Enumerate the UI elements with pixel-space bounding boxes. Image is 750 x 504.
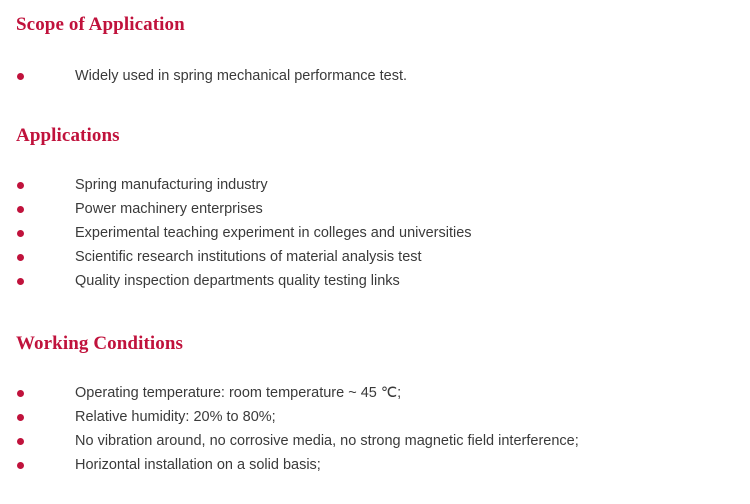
bullet-dot-icon xyxy=(17,414,24,421)
list-item xyxy=(16,221,734,245)
bullet-dot-icon xyxy=(17,462,24,469)
bullet-list xyxy=(16,173,734,293)
list-item xyxy=(16,173,734,197)
list-item-label: Widely used in spring mechanical performance test. xyxy=(75,68,408,84)
list-item xyxy=(16,245,734,269)
list-item xyxy=(16,269,734,293)
list-item-label: Power machinery enterprises xyxy=(75,201,263,217)
bullet-dot-icon xyxy=(17,254,24,261)
bullet-list xyxy=(16,381,734,477)
section-heading: Scope of Application xyxy=(16,14,185,35)
section-scope-of-application xyxy=(16,14,734,88)
section-heading: Applications xyxy=(16,125,120,146)
list-item xyxy=(16,381,734,405)
list-item-label: Spring manufacturing industry xyxy=(75,177,268,193)
list-item xyxy=(16,64,734,88)
bullet-dot-icon xyxy=(17,438,24,445)
section-heading: Working Conditions xyxy=(16,333,184,354)
bullet-dot-icon xyxy=(17,390,24,397)
list-item xyxy=(16,197,734,221)
list-item xyxy=(16,429,734,453)
bullet-dot-icon xyxy=(17,278,24,285)
bullet-dot-icon xyxy=(17,230,24,237)
list-item-label: Horizontal installation on a solid basis; xyxy=(75,457,321,473)
list-item-label: Experimental teaching experiment in colleges and universities xyxy=(75,225,472,241)
list-item-label: Quality inspection departments quality testing links xyxy=(75,273,400,289)
section-applications xyxy=(16,125,734,293)
bullet-list xyxy=(16,64,734,88)
list-item xyxy=(16,405,734,429)
list-item-label: Scientific research institutions of material analysis test xyxy=(75,249,422,265)
list-item-label: Operating temperature: room temperature ~ 45 ℃; xyxy=(75,385,402,401)
list-item xyxy=(16,453,734,477)
section-working-conditions xyxy=(16,333,734,477)
bullet-dot-icon xyxy=(17,73,24,80)
bullet-dot-icon xyxy=(17,206,24,213)
list-item-label: Relative humidity: 20% to 80%; xyxy=(75,409,276,425)
list-item-label: No vibration around, no corrosive media, no strong magnetic field interference; xyxy=(75,433,579,449)
bullet-dot-icon xyxy=(17,182,24,189)
